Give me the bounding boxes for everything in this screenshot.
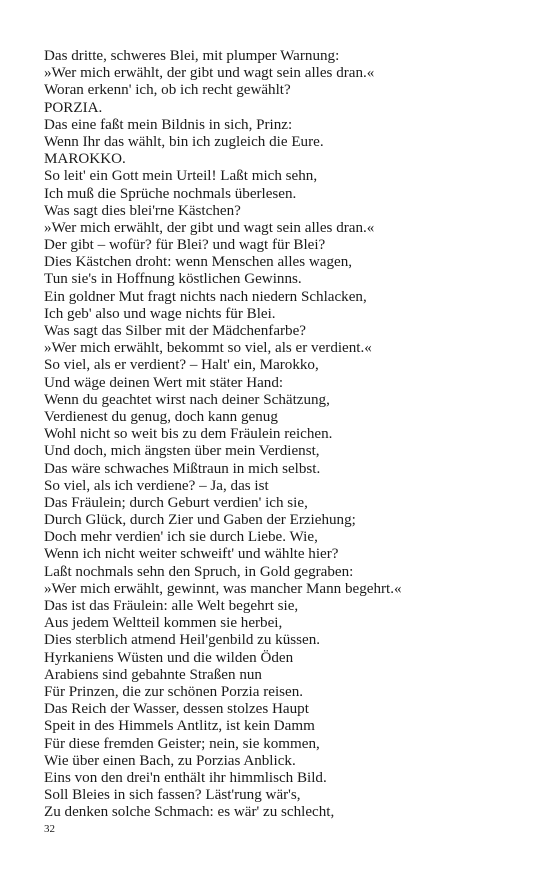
- text-line: Das dritte, schweres Blei, mit plumper Warnung:: [44, 48, 340, 64]
- text-line: Für Prinzen, die zur schönen Porzia reisen.: [44, 683, 304, 700]
- text-line: Ich muß die Sprüche nochmals überlesen.: [44, 185, 297, 202]
- text-line: Dies Kästchen droht: wenn Menschen alles wagen,: [44, 254, 353, 271]
- text-line: PORZIA.: [44, 99, 103, 116]
- text-line: So viel, als er verdient? – Halt' ein, Marokko,: [44, 357, 319, 374]
- text-line: Das Reich der Wasser, dessen stolzes Haupt: [44, 701, 309, 718]
- text-line: Wenn du geachtet wirst nach deiner Schätzung,: [44, 391, 330, 408]
- text-line: So viel, als ich verdiene? – Ja, das ist: [44, 477, 269, 494]
- text-line: Arabiens sind gebahnte Straßen nun: [44, 666, 262, 683]
- text-line: Dies sterblich atmend Heil'genbild zu küssen.: [44, 632, 321, 649]
- text-line: Durch Glück, durch Zier und Gaben der Erziehung;: [44, 512, 356, 529]
- text-line: Eins von den drei'n enthält ihr himmlisch Bild.: [44, 769, 327, 786]
- text-line: So leit' ein Gott mein Urteil! Laßt mich sehn,: [44, 168, 318, 185]
- text-line: Das Fräulein; durch Geburt verdien' ich sie,: [44, 494, 308, 511]
- text-line: »Wer mich erwählt, bekommt so viel, als er verdient.«: [44, 340, 372, 357]
- text-line: Aus jedem Weltteil kommen sie herbei,: [44, 615, 283, 632]
- text-line: Tun sie's in Hoffnung köstlichen Gewinns.: [44, 271, 302, 288]
- text-line: Ein goldner Mut fragt nichts nach niedern Schlacken,: [44, 288, 367, 305]
- text-line: Laßt nochmals sehn den Spruch, in Gold gegraben:: [44, 563, 354, 580]
- text-line: Wenn ich nicht weiter schweift' und wählte hier?: [44, 546, 339, 563]
- text-line: Woran erkenn' ich, ob ich recht gewählt?: [44, 82, 291, 99]
- text-line: Doch mehr verdien' ich sie durch Liebe. Wie,: [44, 529, 318, 546]
- text-line: Was sagt dies blei'rne Kästchen?: [44, 202, 241, 219]
- text-line: Hyrkaniens Wüsten und die wilden Öden: [44, 649, 294, 666]
- text-line: Soll Bleies in sich fassen? Läst'rung wär's,: [44, 787, 301, 804]
- text-line: Wohl nicht so weit bis zu dem Fräulein reichen.: [44, 426, 333, 443]
- text-line: »Wer mich erwählt, der gibt und wagt sein alles dran.«: [44, 219, 375, 236]
- text-line: Wie über einen Bach, zu Porzias Anblick.: [44, 752, 296, 769]
- text-line: Zu denken solche Schmach: es wär' zu schlecht,: [44, 804, 335, 821]
- text-line: Das ist das Fräulein: alle Welt begehrt sie,: [44, 598, 299, 614]
- text-line: MAROKKO.: [44, 151, 126, 168]
- text-line: Und wäge deinen Wert mit stäter Hand:: [44, 374, 284, 391]
- text-line: Ich geb' also und wage nichts für Blei.: [44, 305, 276, 322]
- text-line: Verdienest du genug, doch kann genug: [44, 408, 278, 425]
- text-line: Speit in des Himmels Antlitz, ist kein Damm: [44, 718, 315, 735]
- page-number: 32: [44, 823, 55, 835]
- text-line: Für diese fremden Geister; nein, sie kommen,: [44, 735, 320, 752]
- text-line: »Wer mich erwählt, der gibt und wagt sein alles dran.«: [44, 65, 375, 82]
- text-line: »Wer mich erwählt, gewinnt, was mancher Mann begehrt.«: [44, 580, 402, 597]
- text-line: Der gibt – wofür? für Blei? und wagt für Blei?: [44, 237, 326, 254]
- text-line: Und doch, mich ängsten über mein Verdienst,: [44, 443, 320, 460]
- text-block: [44, 48, 524, 821]
- text-line: Was sagt das Silber mit der Mädchenfarbe?: [44, 323, 306, 339]
- text-line: Das wäre schwaches Mißtraun in mich selbst.: [44, 460, 321, 477]
- text-line: Wenn Ihr das wählt, bin ich zugleich die Eure.: [44, 133, 324, 150]
- text-line: Das eine faßt mein Bildnis in sich, Prinz:: [44, 116, 293, 133]
